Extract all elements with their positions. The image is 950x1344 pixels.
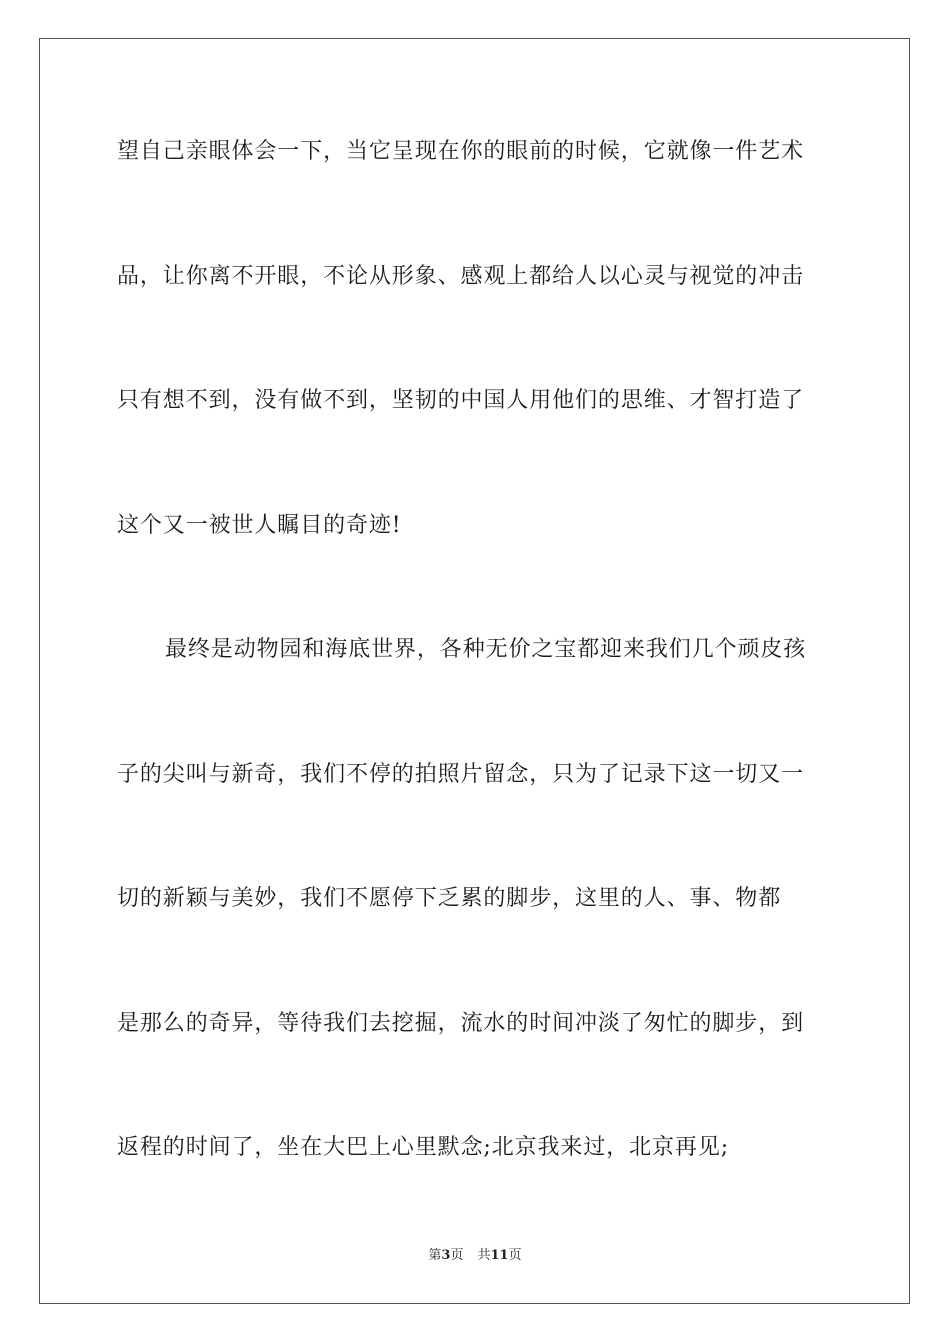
page-suffix: 页 (450, 1248, 464, 1263)
page-border (39, 38, 910, 1304)
page-prefix: 第 (428, 1248, 442, 1263)
total-suffix: 页 (508, 1248, 522, 1263)
page-number: 3 (441, 1248, 451, 1263)
text-line: 返程的时间了，坐在大巴上心里默念;北京我来过，北京再见; (117, 1135, 730, 1160)
text-line: 这个又一被世人瞩目的奇迹! (117, 513, 402, 538)
page-footer (0, 1248, 950, 1264)
text-line: 子的尖叫与新奇，我们不停的拍照片留念，只为了记录下这一切又一 (117, 762, 805, 787)
text-line: 是那么的奇异，等待我们去挖掘，流水的时间冲淡了匆忙的脚步，到 (117, 1011, 805, 1036)
total-pages: 11 (490, 1248, 509, 1263)
text-line: 品，让你离不开眼，不论从形象、感观上都给人以心灵与视觉的冲击 (117, 264, 805, 289)
total-prefix: 共 (477, 1248, 491, 1263)
text-line: 只有想不到，没有做不到，坚韧的中国人用他们的思维、才智打造了 (117, 388, 805, 413)
text-line: 望自己亲眼体会一下，当它呈现在你的眼前的时候，它就像一件艺术 (117, 139, 805, 164)
paragraph-first-line: 最终是动物园和海底世界，各种无价之宝都迎来我们几个顽皮孩 (165, 637, 807, 662)
text-line: 切的新颖与美妙，我们不愿停下乏累的脚步，这里的人、事、物都 (117, 886, 782, 911)
